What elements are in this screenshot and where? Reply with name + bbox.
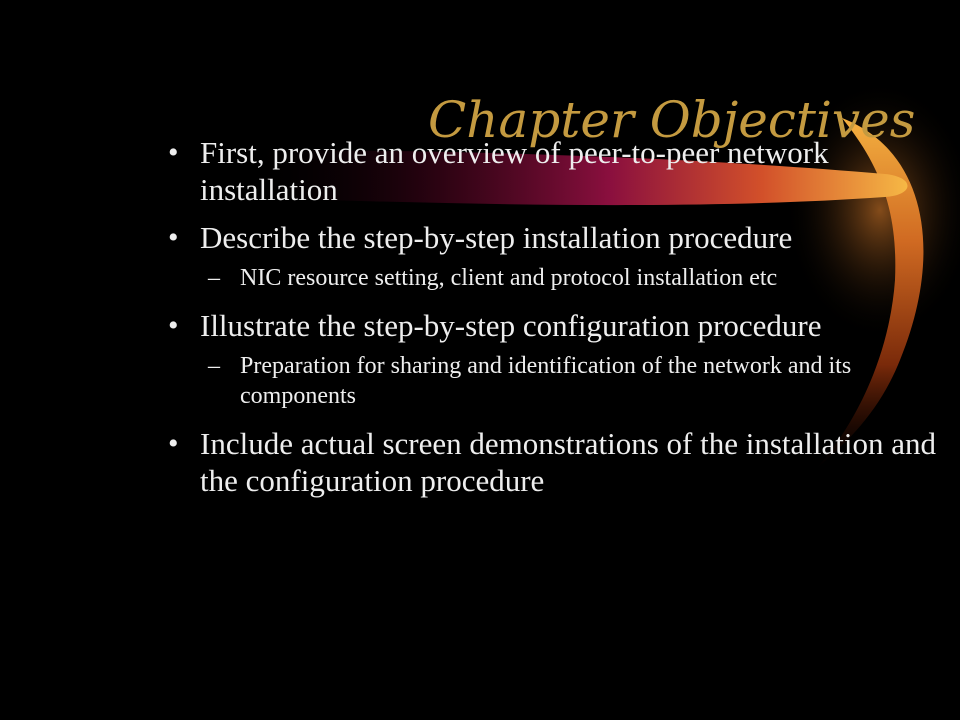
sub-bullet-item — [166, 351, 936, 411]
bullet-marker: • — [168, 136, 179, 169]
bullet-item — [166, 307, 936, 344]
sub-bullet-item — [166, 263, 936, 293]
bullet-text: Include actual screen demonstrations of the installation and the configuration procedure — [200, 426, 937, 498]
sub-bullet-text: NIC resource setting, client and protocol installation etc — [240, 265, 778, 291]
sub-bullet-marker: – — [208, 265, 220, 291]
bullet-text: Illustrate the step-by-step configuration procedure — [200, 308, 822, 343]
bullet-list — [166, 134, 936, 510]
bullet-text: Describe the step-by-step installation procedure — [200, 220, 793, 255]
sub-bullet-marker: – — [208, 353, 220, 379]
bullet-marker: • — [168, 427, 179, 460]
bullet-item — [166, 425, 936, 499]
bullet-text: First, provide an overview of peer-to-peer network installation — [200, 135, 829, 207]
bullet-item — [166, 219, 936, 256]
bullet-item — [166, 134, 936, 208]
bullet-marker: • — [168, 221, 179, 254]
sub-bullet-text: Preparation for sharing and identification of the network and its components — [240, 353, 852, 409]
bullet-marker: • — [168, 309, 179, 342]
slide-title: Chapter Objectives — [428, 91, 916, 149]
